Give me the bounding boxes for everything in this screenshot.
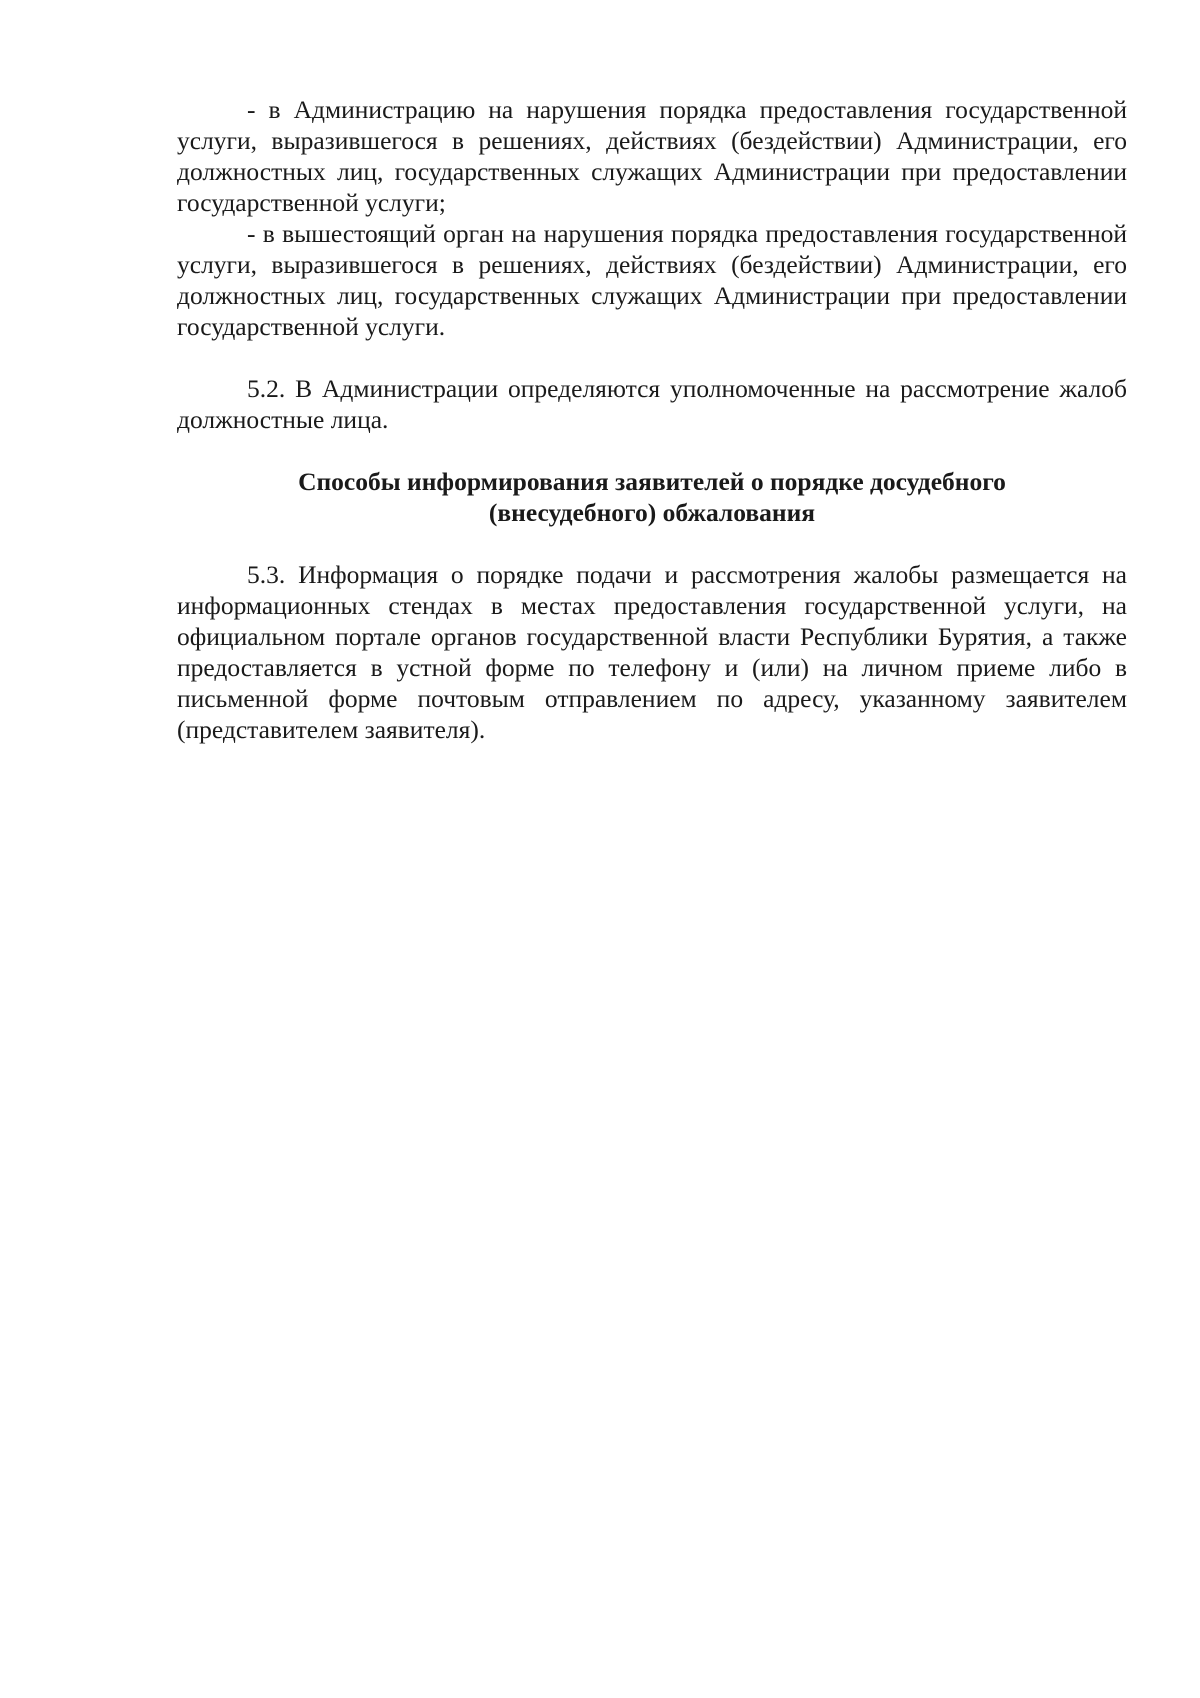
list-item-higher-authority: - в вышестоящий орган на нарушения порядка предоставления государственной услуги, выразившегося в решениях, действиях (бездействии) Администрации, его должностных лиц, государственных служащих Администрации при предоставлении государственной услуги. [177,219,1127,341]
spacer [177,342,1127,373]
list-item-administration: - в Администрацию на нарушения порядка предоставления государственной услуги, выразившегося в решениях, действиях (бездействии) Администрации, его должностных лиц, государственных служащих Администрации при предоставлении государственной услуги; [177,95,1127,217]
spacer [177,528,1127,559]
spacer [177,435,1127,466]
clause-5-3: 5.3. Информация о порядке подачи и рассмотрения жалобы размещается на информационных стендах в местах предоставления государственной услуги, на официальном портале органов государственной власти Республики Бурятия, а также предоставляется в устной форме по телефону и (или) на личном приеме либо в письменной форме почтовым отправлением по адресу, указанному заявителем (представителем заявителя). [177,560,1127,744]
section-heading: Способы информирования заявителей о порядке досудебного (внесудебного) обжалования [298,467,1006,527]
document-body [177,94,1127,745]
clause-5-2: 5.2. В Администрации определяются уполномоченные на рассмотрение жалоб должностные лица. [177,374,1127,434]
